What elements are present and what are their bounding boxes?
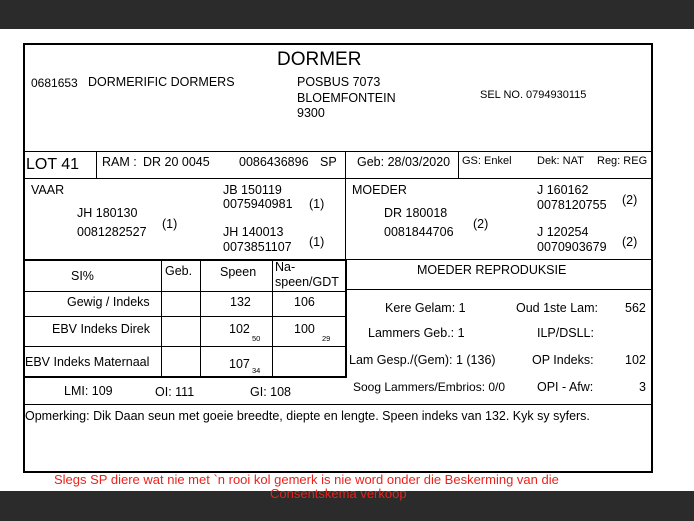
indices-col-speen <box>200 259 201 376</box>
row-direk-naspeen: 100 <box>294 322 315 336</box>
page-title: DORMER <box>277 49 362 70</box>
outer-top-border <box>23 43 653 45</box>
row-gewig-speen: 132 <box>230 295 251 309</box>
cell-number: SEL NO. 0794930115 <box>480 89 587 101</box>
lot-divider-2 <box>345 151 346 178</box>
moeder-number: 0081844706 <box>384 225 454 239</box>
lot-divider-3 <box>458 151 459 178</box>
ram-label: RAM : <box>102 155 137 169</box>
row-direk-speen: 102 <box>229 322 250 336</box>
moeder-sire-note: (2) <box>622 193 638 207</box>
indices-row-line-1 <box>23 291 346 292</box>
row-direk-speen-sub: 50 <box>252 334 261 343</box>
ram-id: DR 20 0045 <box>143 155 210 169</box>
vaar-dam-note: (1) <box>309 235 325 249</box>
gs-type: GS: Enkel <box>462 155 512 167</box>
moeder-dam-note: (2) <box>622 235 638 249</box>
op-indeks-value: 102 <box>625 353 646 367</box>
op-indeks-label: OP Indeks: <box>532 353 594 367</box>
lot-row-top-line <box>23 151 653 152</box>
vaar-sire-id: JB 150119 <box>223 183 282 197</box>
vaar-number: 0081282527 <box>77 225 147 239</box>
moeder-dam-number: 0070903679 <box>537 240 607 254</box>
vaar-dam-number: 0073851107 <box>223 240 292 254</box>
birth-date: Geb: 28/03/2020 <box>357 155 451 169</box>
indices-row-line-2 <box>23 316 346 317</box>
ram-grade: SP <box>320 155 337 169</box>
ram-number: 0086436896 <box>239 155 309 169</box>
ilp-dsll: ILP/DSLL: <box>537 326 594 340</box>
indices-col-naspeen <box>272 259 273 376</box>
vaar-id: JH 180130 <box>77 206 138 220</box>
breeder-name: DORMERIFIC DORMERS <box>88 75 235 89</box>
row-label-maternaal: EBV Indeks Maternaal <box>25 355 150 369</box>
address-line-2: BLOEMFONTEIN <box>297 91 396 105</box>
vaar-label: VAAR <box>31 183 65 197</box>
row-maternaal-speen-sub: 34 <box>252 366 261 375</box>
moeder-dam-id: J 120254 <box>537 225 589 239</box>
moeder-note: (2) <box>473 217 489 231</box>
remark-text: Opmerking: Dik Daan seun met goeie breedte, diepte en lengte. Speen indeks van 132. Kyk sy syfers. <box>25 409 590 423</box>
moeder-sire-id: J 160162 <box>537 183 589 197</box>
indices-col-geb <box>161 259 162 376</box>
col-speen: Speen <box>220 265 257 279</box>
footer-note-cut <box>270 487 407 492</box>
row-gewig-naspeen: 106 <box>294 295 315 309</box>
row-label-gewig: Gewig / Indeks <box>67 295 150 309</box>
col-si: SI% <box>71 269 94 283</box>
address-line-1: POSBUS 7073 <box>297 75 381 89</box>
lot-number: LOT 41 <box>26 156 80 173</box>
indices-bottom-line <box>23 376 347 378</box>
indices-right-border <box>345 259 347 377</box>
dek-type: Dek: NAT <box>537 155 584 167</box>
vaar-note: (1) <box>162 217 178 231</box>
row-label-direk: EBV Indeks Direk <box>52 322 150 336</box>
remark-top-line <box>23 404 653 405</box>
reproduction-header-line <box>347 289 653 290</box>
soog-lammers: Soog Lammers/Embrios: 0/0 <box>353 380 506 394</box>
lmi-value: LMI: 109 <box>64 384 113 398</box>
outer-right-border <box>651 43 653 473</box>
reproduction-title: MOEDER REPRODUKSIE <box>417 263 567 277</box>
row-maternaal-speen: 107 <box>229 357 250 371</box>
moeder-label: MOEDER <box>352 183 407 197</box>
col-naspeen: Na- speen/GDT <box>275 260 339 289</box>
oud-1ste-lam-label: Oud 1ste Lam: <box>516 301 598 315</box>
lammers-geb: Lammers Geb.: 1 <box>368 326 465 340</box>
lam-gesp: Lam Gesp./(Gem): 1 (136) <box>349 353 496 367</box>
opi-afw-label: OPI - Afw: <box>537 380 594 394</box>
row-direk-naspeen-sub: 29 <box>322 334 331 343</box>
lot-divider-1 <box>96 151 97 178</box>
footer-note: Slegs SP diere wat nie met `n rooi kol gemerk is nie word onder die Beskerming van die <box>54 472 559 487</box>
col-geb: Geb. <box>165 264 193 278</box>
top-band <box>0 0 694 29</box>
vaar-sire-note: (1) <box>309 197 325 211</box>
lot-row-bottom-line <box>23 178 653 179</box>
indices-row-line-3 <box>23 346 346 347</box>
moeder-id: DR 180018 <box>384 206 448 220</box>
reg-type: Reg: REG <box>597 155 648 167</box>
vaar-dam-id: JH 140013 <box>223 225 284 239</box>
vaar-sire-number: 0075940981 <box>223 197 293 211</box>
moeder-sire-number: 0078120755 <box>537 198 607 212</box>
opi-afw-value: 3 <box>639 380 646 394</box>
oud-1ste-lam-value: 562 <box>625 301 646 315</box>
pedigree-divider <box>345 178 346 260</box>
gi-value: GI: 108 <box>250 385 291 399</box>
oi-value: OI: 111 <box>155 385 195 399</box>
address-line-3: 9300 <box>297 106 325 120</box>
breeder-number: 0681653 <box>31 76 78 90</box>
reproduction-top-line <box>347 259 653 260</box>
kere-gelam: Kere Gelam: 1 <box>385 301 466 315</box>
